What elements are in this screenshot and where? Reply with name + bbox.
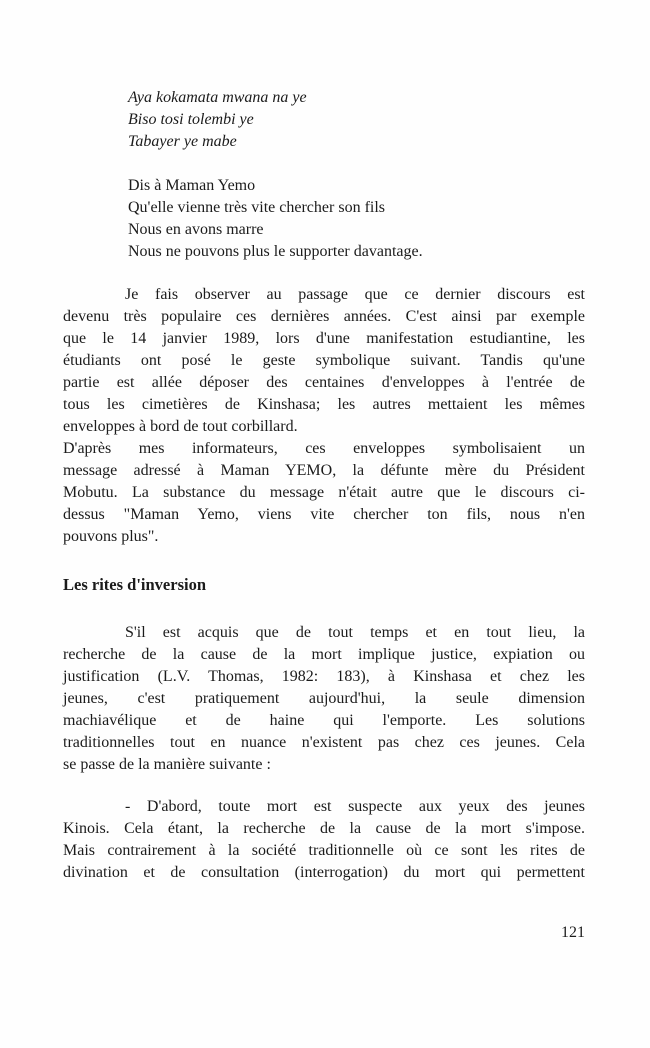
text-line: recherche de la cause de la mort implique justice, expiation ou — [63, 646, 585, 663]
text-line: se passe de la manière suivante : — [63, 756, 271, 773]
french-verse — [63, 175, 585, 263]
french-verse-line: Nous en avons marre — [128, 221, 264, 238]
lingala-verse-line: Aya kokamata mwana na ye — [128, 89, 307, 106]
page-number: 121 — [561, 924, 585, 941]
section-heading: Les rites d'inversion — [63, 575, 206, 594]
text-line: justification (L.V. Thomas, 1982: 183), à Kinshasa et chez les — [63, 668, 585, 685]
paragraph-dabord — [63, 796, 585, 884]
text-line: Mobutu. La substance du message n'était autre que le discours ci- — [63, 484, 585, 501]
paragraph-informateurs — [63, 438, 585, 548]
text-line: Je fais observer au passage que ce dernier discours est — [125, 286, 585, 303]
text-line: machiavélique et de haine qui l'emporte. Les solutions — [63, 712, 585, 729]
lingala-verse — [63, 87, 585, 153]
text-line: - D'abord, toute mort est suspecte aux yeux des jeunes — [125, 798, 585, 815]
text-line: étudiants ont posé le geste symbolique suivant. Tandis qu'une — [63, 352, 585, 369]
text-line: partie est allée déposer des centaines d'enveloppes à l'entrée de — [63, 374, 585, 391]
text-line: dessus "Maman Yemo, viens vite chercher ton fils, nous n'en — [63, 506, 585, 523]
text-line: divination et de consultation (interrogation) du mort qui permettent — [63, 864, 585, 881]
text-line: S'il est acquis que de tout temps et en tout lieu, la — [125, 624, 585, 641]
lingala-verse-line: Biso tosi tolembi ye — [128, 111, 254, 128]
text-line: Kinois. Cela étant, la recherche de la cause de la mort s'impose. — [63, 820, 585, 837]
french-verse-line: Dis à Maman Yemo — [128, 177, 256, 194]
text-line: message adressé à Maman YEMO, la défunte mère du Président — [63, 462, 585, 479]
page-content — [63, 0, 585, 884]
text-line: D'après mes informateurs, ces enveloppes symbolisaient un — [63, 440, 585, 457]
text-line: que le 14 janvier 1989, lors d'une manifestation estudiantine, les — [63, 330, 585, 347]
text-line: devenu très populaire ces dernières années. C'est ainsi par exemple — [63, 308, 585, 325]
french-verse-line: Nous ne pouvons plus le supporter davantage. — [128, 243, 423, 260]
text-line: enveloppes à bord de tout corbillard. — [63, 418, 298, 435]
text-line: tous les cimetières de Kinshasa; les autres mettaient les mêmes — [63, 396, 585, 413]
text-line: jeunes, c'est pratiquement aujourd'hui, la seule dimension — [63, 690, 585, 707]
paragraph-rites — [63, 622, 585, 776]
lingala-verse-line: Tabayer ye mabe — [128, 133, 237, 150]
french-verse-line: Qu'elle vienne très vite chercher son fils — [128, 199, 386, 216]
text-line: traditionnelles tout en nuance n'existent pas chez ces jeunes. Cela — [63, 734, 585, 751]
text-line: pouvons plus". — [63, 528, 159, 545]
paragraph-discours — [63, 284, 585, 438]
text-line: Mais contrairement à la société traditionnelle où ce sont les rites de — [63, 842, 585, 859]
